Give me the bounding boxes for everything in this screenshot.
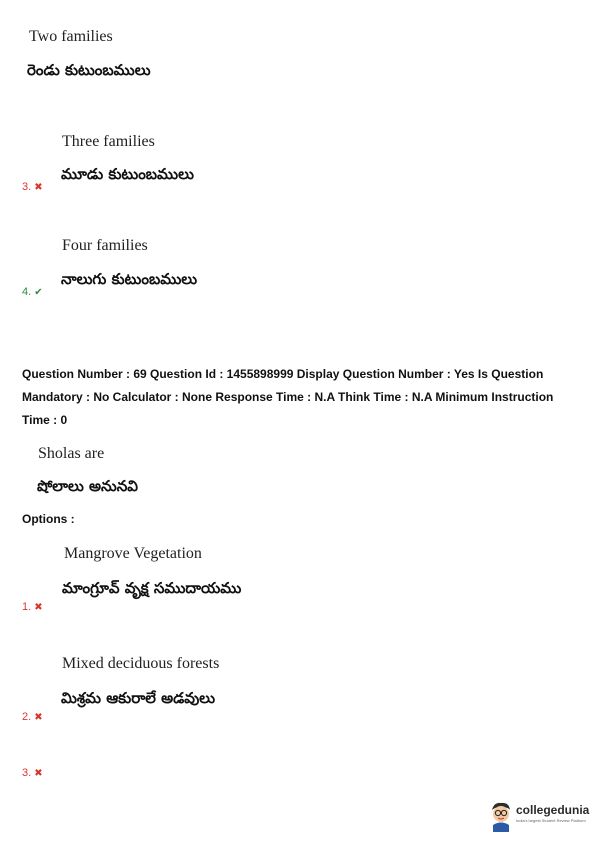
cross-icon: ✖ bbox=[34, 712, 43, 723]
option-2-english: Mixed deciduous forests bbox=[62, 655, 220, 672]
check-icon: ✔ bbox=[34, 287, 43, 298]
collegedunia-logo bbox=[488, 800, 588, 832]
option-3-english: Three families bbox=[62, 133, 155, 150]
option-1-telugu: మాంగ్రూవ్ వృక్ష సముదాయము bbox=[62, 579, 242, 597]
option-3-marker bbox=[22, 767, 43, 779]
cross-icon: ✖ bbox=[34, 768, 43, 779]
option-number: 3. bbox=[22, 181, 32, 193]
cross-icon: ✖ bbox=[34, 602, 43, 613]
mascot-icon bbox=[488, 800, 514, 832]
option-1-marker bbox=[22, 601, 43, 613]
option-number: 3. bbox=[22, 767, 32, 779]
question-stem-english: Sholas are bbox=[38, 445, 105, 462]
logo-tagline: India's largest Student Review Platform bbox=[516, 818, 586, 823]
option-2-telugu: రెండు కుటుంబములు bbox=[27, 61, 151, 79]
options-label: Options : bbox=[22, 512, 75, 526]
cross-icon: ✖ bbox=[34, 182, 43, 193]
option-3-telugu: మూడు కుటుంబములు bbox=[61, 165, 194, 183]
option-1-english: Mangrove Vegetation bbox=[64, 545, 202, 562]
question-stem-telugu: షోలాలు అనునవి bbox=[37, 477, 138, 495]
logo-wordmark: collegedunia bbox=[516, 803, 590, 817]
option-4-telugu: నాలుగు కుటుంబములు bbox=[61, 270, 198, 288]
option-number: 1. bbox=[22, 601, 32, 613]
question-metadata: Question Number : 69 Question Id : 1455898999 Display Question Number : Yes Is Question Mandatory : No Calculator : None Response Time : N.A Think Time : N.A Minimum Instruction Time : 0 bbox=[22, 367, 554, 427]
option-2-english: Two families bbox=[29, 28, 113, 45]
option-4-marker bbox=[22, 286, 43, 298]
option-2-telugu: మిశ్రమ ఆకురాలే అడవులు bbox=[61, 689, 216, 707]
option-3-marker bbox=[22, 181, 43, 193]
option-number: 4. bbox=[22, 286, 32, 298]
option-2-marker bbox=[22, 711, 43, 723]
option-4-english: Four families bbox=[62, 237, 148, 254]
option-number: 2. bbox=[22, 711, 32, 723]
